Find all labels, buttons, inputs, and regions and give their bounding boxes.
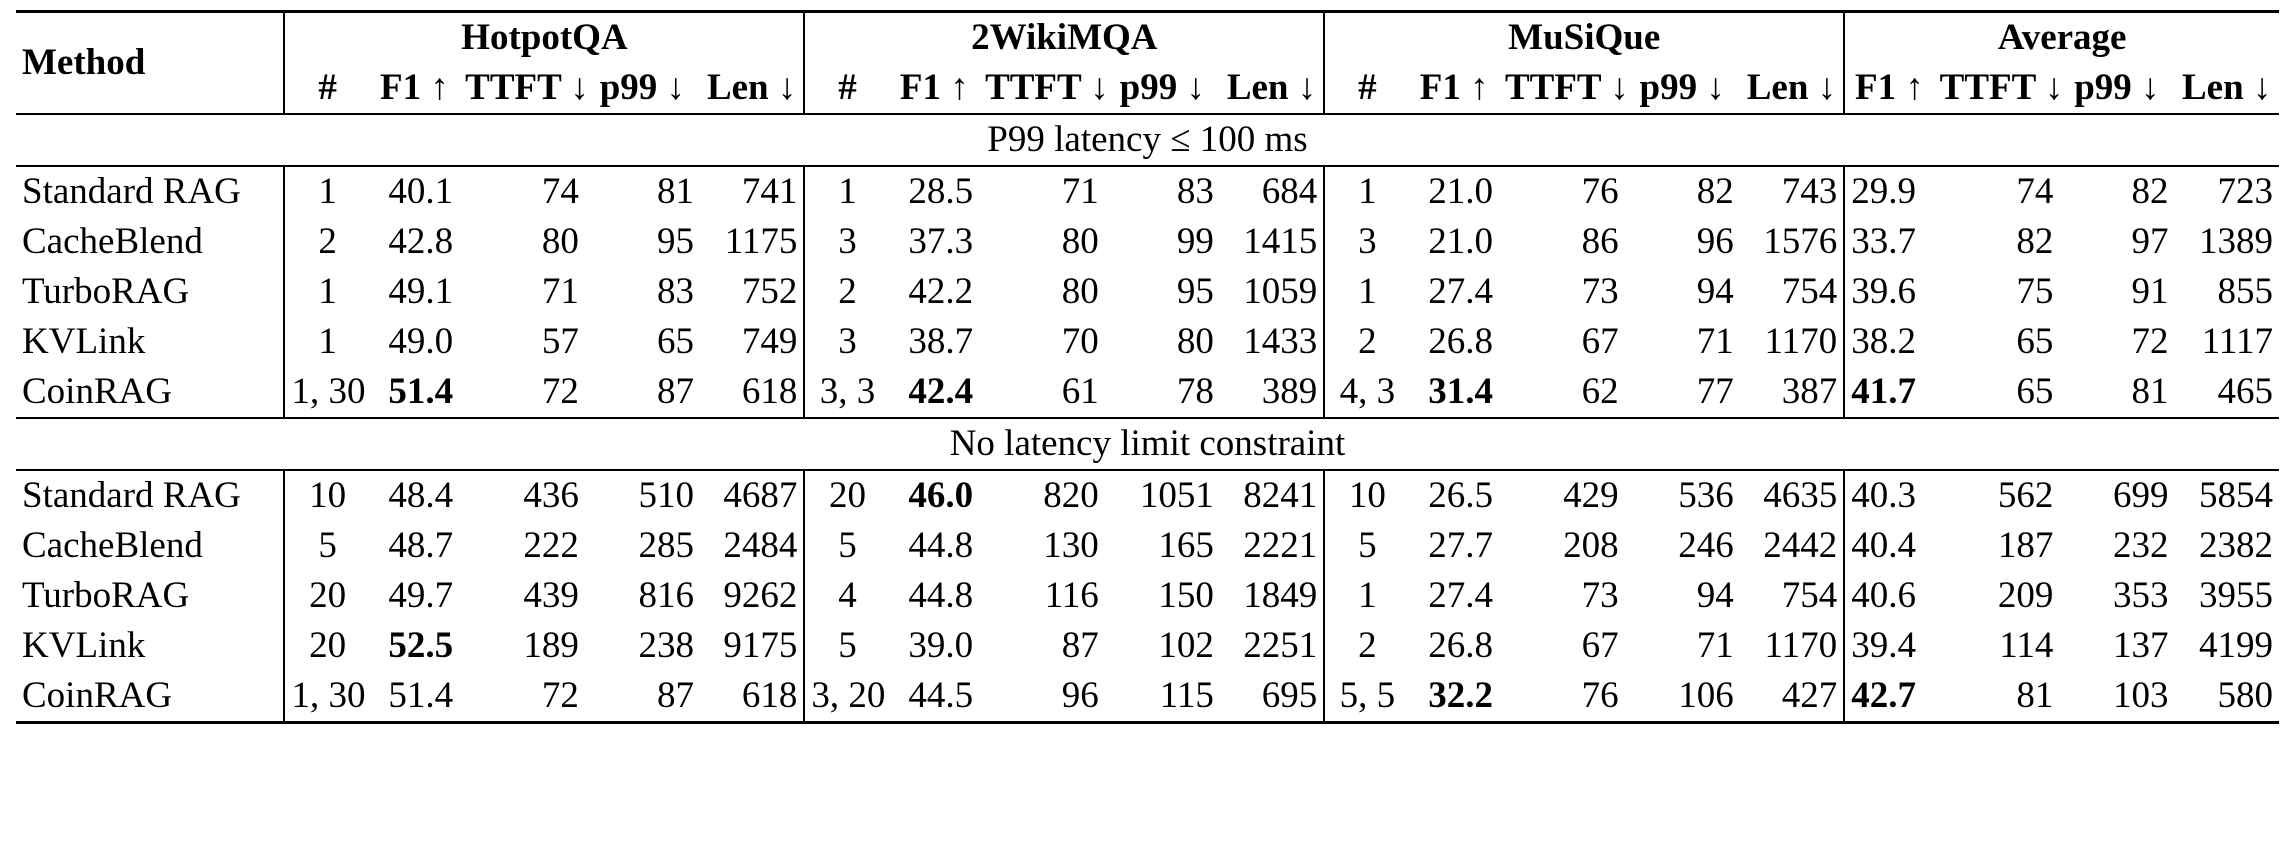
table-row <box>16 267 2279 317</box>
retrieval-count-cell: 20 <box>284 571 369 621</box>
metric-cell: 94 <box>1696 271 1734 312</box>
metric-cell: 70 <box>1061 321 1099 362</box>
retrieval-count-cell: 3 <box>804 217 889 267</box>
metric-cell: 94 <box>1696 575 1734 616</box>
average-metric-cell: 353 <box>2112 575 2169 616</box>
retrieval-count-cell: 1 <box>1324 267 1409 317</box>
metric-cell: 150 <box>1158 575 1214 616</box>
average-metric-cell: 42.7 <box>1844 671 1933 723</box>
subcol-header: TTFT ↓ <box>1504 67 1629 108</box>
section-title: No latency limit constraint <box>16 418 2279 470</box>
average-metric-cell: 2382 <box>2199 525 2273 566</box>
subcol-header: # <box>284 63 369 114</box>
metric-cell: 2251 <box>1243 625 1318 666</box>
subcol-header: TTFT ↓ <box>985 67 1109 108</box>
average-metric-cell: 97 <box>2131 221 2169 262</box>
average-metric-cell: 91 <box>2131 271 2169 312</box>
subcol-header: p99 ↓ <box>2074 67 2160 108</box>
metric-cell: 752 <box>741 271 798 312</box>
metric-cell: 9175 <box>723 625 798 666</box>
method-cell: TurboRAG <box>22 575 190 616</box>
table-row <box>16 671 2279 723</box>
dataset-header-hotpotqa: HotpotQA <box>284 12 804 64</box>
metric-cell: 4687 <box>700 470 804 521</box>
retrieval-count-cell: 5 <box>284 521 369 571</box>
metric-cell: 42.8 <box>388 221 454 262</box>
subcol-header: Len ↓ <box>1746 67 1837 108</box>
metric-cell: 80 <box>1061 271 1099 312</box>
metric-cell: 8241 <box>1220 470 1324 521</box>
metric-cell: 31.4 <box>1428 371 1493 412</box>
dataset-header-average: Average <box>1844 12 2279 64</box>
metric-cell: 87 <box>585 671 700 723</box>
section-title: P99 latency ≤ 100 ms <box>16 114 2279 166</box>
average-metric-cell: 723 <box>2174 166 2279 217</box>
metric-cell: 44.8 <box>908 525 974 566</box>
metric-cell: 67 <box>1581 625 1619 666</box>
table-row <box>16 571 2279 621</box>
average-metric-cell: 3955 <box>2199 575 2273 616</box>
dataset-header-musique: MuSiQue <box>1324 12 1844 64</box>
metric-cell: 44.5 <box>890 671 979 723</box>
subcol-header: p99 ↓ <box>1639 67 1725 108</box>
metric-cell: 52.5 <box>388 625 454 666</box>
subcol-header: # <box>1324 63 1409 114</box>
method-cell: TurboRAG <box>22 271 190 312</box>
metric-cell: 741 <box>700 166 804 217</box>
retrieval-count-cell: 5 <box>804 621 889 671</box>
average-metric-cell: 81 <box>2131 371 2169 412</box>
metric-cell: 71 <box>1696 321 1734 362</box>
average-metric-cell: 465 <box>2217 371 2273 412</box>
retrieval-count-cell: 1 <box>284 166 369 217</box>
subcol-header: Len ↓ <box>1226 67 1317 108</box>
average-metric-cell: 699 <box>2059 470 2174 521</box>
metric-cell: 67 <box>1581 321 1619 362</box>
metric-cell: 387 <box>1781 371 1838 412</box>
average-metric-cell: 29.9 <box>1844 166 1933 217</box>
retrieval-count-cell: 2 <box>1324 621 1409 671</box>
metric-cell: 1059 <box>1243 271 1318 312</box>
results-table <box>16 10 2279 724</box>
metric-cell: 42.4 <box>908 371 974 412</box>
metric-cell: 165 <box>1158 525 1214 566</box>
average-metric-cell: 40.4 <box>1844 521 1933 571</box>
table-row <box>16 166 2279 217</box>
average-metric-cell: 5854 <box>2174 470 2279 521</box>
metric-cell: 80 <box>541 221 579 262</box>
metric-cell: 42.2 <box>908 271 974 312</box>
method-cell: Standard RAG <box>16 470 284 521</box>
metric-cell: 684 <box>1220 166 1324 217</box>
metric-cell: 86 <box>1581 221 1619 262</box>
metric-cell: 26.5 <box>1409 470 1498 521</box>
subcol-header: F1 ↑ <box>380 67 449 108</box>
metric-cell: 83 <box>656 271 694 312</box>
metric-cell: 57 <box>541 321 579 362</box>
metric-cell: 618 <box>741 371 798 412</box>
metric-cell: 389 <box>1261 371 1318 412</box>
subcol-header: F1 ↑ <box>1844 63 1933 114</box>
metric-cell: 749 <box>741 321 798 362</box>
retrieval-count-cell: 1 <box>1324 571 1409 621</box>
subcol-header: TTFT ↓ <box>465 67 589 108</box>
method-cell: KVLink <box>22 321 146 362</box>
metric-cell: 436 <box>459 470 585 521</box>
metric-cell: 754 <box>1781 271 1838 312</box>
metric-cell: 49.7 <box>388 575 454 616</box>
table-row <box>16 367 2279 418</box>
metric-cell: 743 <box>1740 166 1844 217</box>
subcol-header: TTFT ↓ <box>1939 67 2064 108</box>
metric-cell: 222 <box>523 525 579 566</box>
metric-cell: 51.4 <box>388 371 454 412</box>
metric-cell: 76 <box>1499 166 1625 217</box>
retrieval-count-cell: 3 <box>1324 217 1409 267</box>
metric-cell: 536 <box>1625 470 1740 521</box>
metric-cell: 427 <box>1740 671 1844 723</box>
average-metric-cell: 81 <box>1934 671 2060 723</box>
metric-cell: 695 <box>1220 671 1324 723</box>
metric-cell: 27.4 <box>1428 271 1493 312</box>
metric-cell: 21.0 <box>1409 166 1498 217</box>
metric-cell: 49.0 <box>388 321 454 362</box>
average-metric-cell: 114 <box>1999 625 2054 666</box>
metric-cell: 83 <box>1105 166 1220 217</box>
metric-cell: 102 <box>1158 625 1214 666</box>
average-metric-cell: 75 <box>2016 271 2054 312</box>
subcol-header: p99 ↓ <box>599 67 686 108</box>
retrieval-count-cell: 4, 3 <box>1324 367 1409 418</box>
metric-cell: 38.7 <box>908 321 974 362</box>
metric-cell: 87 <box>656 371 694 412</box>
average-metric-cell: 580 <box>2174 671 2279 723</box>
method-cell: CoinRAG <box>16 671 284 723</box>
table-body <box>16 114 2279 723</box>
metric-cell: 208 <box>1563 525 1619 566</box>
metric-cell: 754 <box>1781 575 1838 616</box>
average-metric-cell: 187 <box>1997 525 2054 566</box>
metric-cell: 80 <box>1061 221 1099 262</box>
metric-cell: 46.0 <box>890 470 979 521</box>
metric-cell: 1849 <box>1243 575 1318 616</box>
section-heading-row <box>16 114 2279 166</box>
retrieval-count-cell: 2 <box>1324 317 1409 367</box>
metric-cell: 189 <box>523 625 579 666</box>
metric-cell: 26.8 <box>1428 321 1493 362</box>
retrieval-count-cell: 10 <box>1324 470 1409 521</box>
retrieval-count-cell: 4 <box>804 571 889 621</box>
metric-cell: 130 <box>1043 525 1099 566</box>
table-row <box>16 317 2279 367</box>
subcol-header: F1 ↑ <box>1419 67 1489 108</box>
metric-cell: 510 <box>585 470 700 521</box>
metric-cell: 4635 <box>1740 470 1844 521</box>
subcol-header: F1 ↑ <box>899 67 969 108</box>
metric-cell: 72 <box>459 671 585 723</box>
metric-cell: 820 <box>979 470 1105 521</box>
section-heading-row <box>16 418 2279 470</box>
metric-cell: 71 <box>1696 625 1734 666</box>
metric-cell: 49.1 <box>388 271 454 312</box>
retrieval-count-cell: 20 <box>804 470 889 521</box>
method-column-header: Method <box>16 12 284 115</box>
metric-cell: 285 <box>638 525 694 566</box>
retrieval-count-cell: 1, 30 <box>284 367 369 418</box>
table-row <box>16 470 2279 521</box>
metric-cell: 95 <box>1176 271 1214 312</box>
average-metric-cell: 855 <box>2217 271 2273 312</box>
average-metric-cell: 39.4 <box>1844 621 1933 671</box>
metric-cell: 48.4 <box>370 470 459 521</box>
average-metric-cell: 4199 <box>2199 625 2273 666</box>
retrieval-count-cell: 1 <box>284 317 369 367</box>
retrieval-count-cell: 2 <box>284 217 369 267</box>
metric-cell: 71 <box>979 166 1105 217</box>
retrieval-count-cell: 3, 3 <box>804 367 889 418</box>
method-cell: Standard RAG <box>16 166 284 217</box>
retrieval-count-cell: 1, 30 <box>284 671 369 723</box>
header-row-datasets <box>16 12 2279 64</box>
metric-cell: 1051 <box>1105 470 1220 521</box>
metric-cell: 26.8 <box>1428 625 1493 666</box>
metric-cell: 73 <box>1581 575 1619 616</box>
metric-cell: 2484 <box>723 525 798 566</box>
subcol-header: p99 ↓ <box>1119 67 1205 108</box>
dataset-header-2wikimqa: 2WikiMQA <box>804 12 1324 64</box>
metric-cell: 40.1 <box>370 166 459 217</box>
average-metric-cell: 1389 <box>2199 221 2273 262</box>
average-metric-cell: 562 <box>1934 470 2060 521</box>
metric-cell: 62 <box>1581 371 1619 412</box>
metric-cell: 61 <box>1061 371 1099 412</box>
metric-cell: 96 <box>1696 221 1734 262</box>
metric-cell: 65 <box>656 321 694 362</box>
average-metric-cell: 103 <box>2059 671 2174 723</box>
metric-cell: 2442 <box>1763 525 1838 566</box>
metric-cell: 1415 <box>1243 221 1318 262</box>
method-cell: CoinRAG <box>22 371 173 412</box>
average-metric-cell: 232 <box>2112 525 2169 566</box>
table-row <box>16 217 2279 267</box>
table-row <box>16 621 2279 671</box>
metric-cell: 32.2 <box>1409 671 1498 723</box>
metric-cell: 1170 <box>1764 321 1838 362</box>
metric-cell: 44.8 <box>908 575 974 616</box>
table-row <box>16 521 2279 571</box>
metric-cell: 82 <box>1625 166 1740 217</box>
metric-cell: 1175 <box>724 221 798 262</box>
average-metric-cell: 41.7 <box>1844 367 1933 418</box>
metric-cell: 96 <box>979 671 1105 723</box>
retrieval-count-cell: 2 <box>804 267 889 317</box>
subcol-header: Len ↓ <box>706 67 797 108</box>
metric-cell: 28.5 <box>890 166 979 217</box>
metric-cell: 1433 <box>1243 321 1318 362</box>
retrieval-count-cell: 1 <box>284 267 369 317</box>
retrieval-count-cell: 20 <box>284 621 369 671</box>
subcol-header: # <box>804 63 889 114</box>
method-cell: KVLink <box>22 625 146 666</box>
metric-cell: 73 <box>1581 271 1619 312</box>
metric-cell: 80 <box>1176 321 1214 362</box>
metric-cell: 618 <box>700 671 804 723</box>
retrieval-count-cell: 3, 20 <box>804 671 889 723</box>
metric-cell: 71 <box>541 271 579 312</box>
method-cell: CacheBlend <box>22 525 203 566</box>
metric-cell: 95 <box>656 221 694 262</box>
metric-cell: 72 <box>541 371 579 412</box>
metric-cell: 115 <box>1105 671 1220 723</box>
retrieval-count-cell: 5 <box>804 521 889 571</box>
metric-cell: 429 <box>1499 470 1625 521</box>
metric-cell: 48.7 <box>388 525 454 566</box>
metric-cell: 238 <box>638 625 694 666</box>
metric-cell: 78 <box>1176 371 1214 412</box>
metric-cell: 106 <box>1625 671 1740 723</box>
average-metric-cell: 209 <box>1997 575 2054 616</box>
average-metric-cell: 82 <box>2016 221 2054 262</box>
retrieval-count-cell: 10 <box>284 470 369 521</box>
metric-cell: 27.7 <box>1428 525 1493 566</box>
method-cell: CacheBlend <box>22 221 203 262</box>
metric-cell: 76 <box>1499 671 1625 723</box>
metric-cell: 81 <box>585 166 700 217</box>
average-metric-cell: 38.2 <box>1844 317 1933 367</box>
metric-cell: 27.4 <box>1428 575 1493 616</box>
average-metric-cell: 33.7 <box>1844 217 1933 267</box>
retrieval-count-cell: 5, 5 <box>1324 671 1409 723</box>
average-metric-cell: 40.3 <box>1844 470 1933 521</box>
retrieval-count-cell: 1 <box>1324 166 1409 217</box>
metric-cell: 116 <box>1044 575 1099 616</box>
metric-cell: 816 <box>638 575 694 616</box>
retrieval-count-cell: 1 <box>804 166 889 217</box>
metric-cell: 1170 <box>1764 625 1838 666</box>
metric-cell: 2221 <box>1243 525 1318 566</box>
metric-cell: 9262 <box>723 575 798 616</box>
average-metric-cell: 40.6 <box>1844 571 1933 621</box>
metric-cell: 51.4 <box>370 671 459 723</box>
average-metric-cell: 65 <box>2016 321 2054 362</box>
subcol-header: Len ↓ <box>2182 67 2272 108</box>
metric-cell: 39.0 <box>908 625 974 666</box>
metric-cell: 87 <box>1061 625 1099 666</box>
average-metric-cell: 137 <box>2112 625 2169 666</box>
metric-cell: 99 <box>1176 221 1214 262</box>
average-metric-cell: 1117 <box>2201 321 2273 362</box>
metric-cell: 439 <box>523 575 579 616</box>
average-metric-cell: 39.6 <box>1844 267 1933 317</box>
metric-cell: 246 <box>1678 525 1734 566</box>
average-metric-cell: 82 <box>2059 166 2174 217</box>
metric-cell: 21.0 <box>1428 221 1493 262</box>
average-metric-cell: 74 <box>1934 166 2060 217</box>
retrieval-count-cell: 3 <box>804 317 889 367</box>
average-metric-cell: 72 <box>2131 321 2169 362</box>
metric-cell: 74 <box>459 166 585 217</box>
retrieval-count-cell: 5 <box>1324 521 1409 571</box>
metric-cell: 1576 <box>1763 221 1838 262</box>
header-row-metrics <box>16 63 2279 114</box>
metric-cell: 77 <box>1696 371 1734 412</box>
average-metric-cell: 65 <box>2016 371 2054 412</box>
metric-cell: 37.3 <box>908 221 974 262</box>
